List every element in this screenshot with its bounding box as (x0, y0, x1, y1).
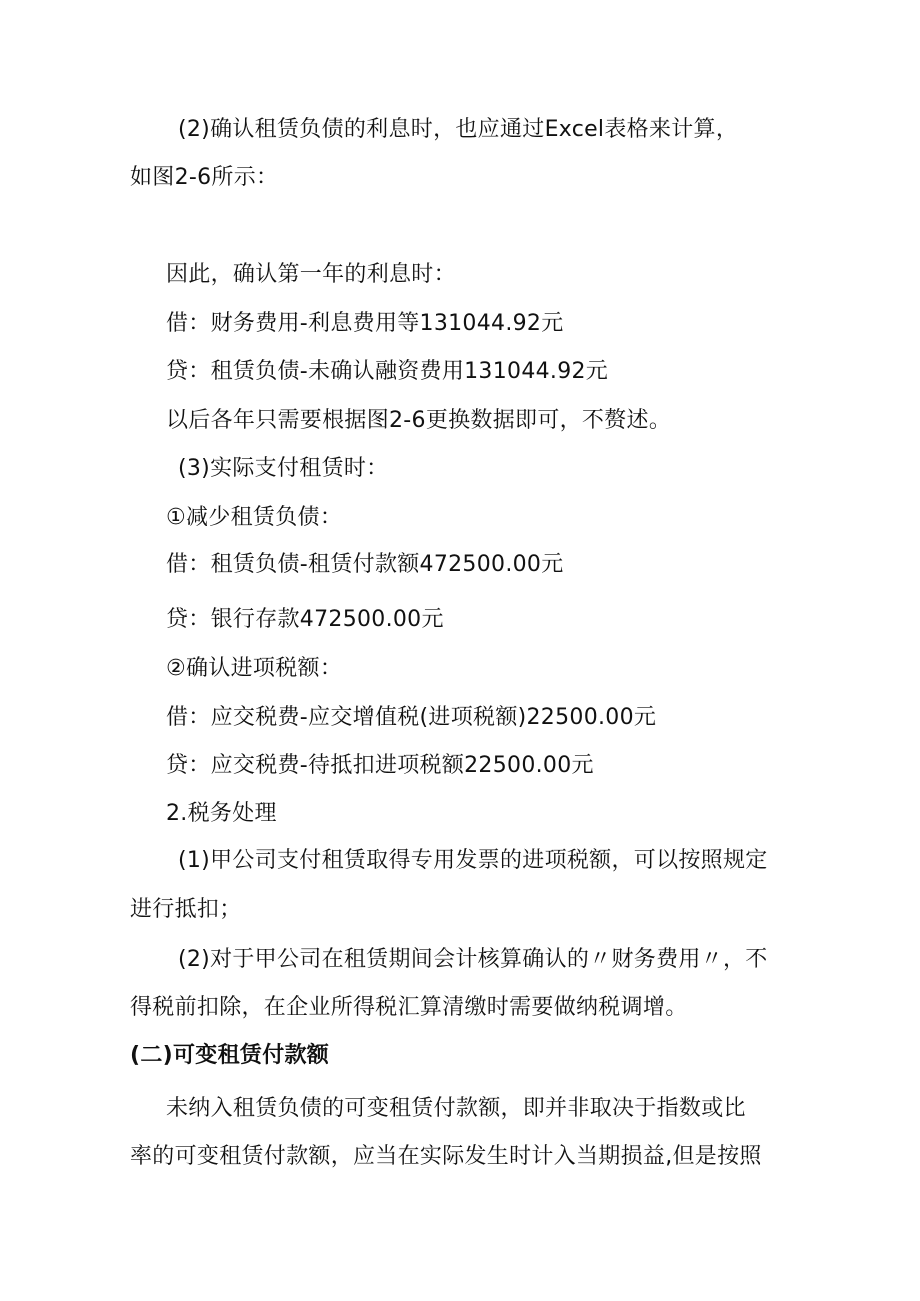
section-heading: (二)可变租赁付款额 (130, 1043, 330, 1068)
paragraph-line: (2)确认租赁负债的利息时，也应通过Excel表格来计算， (178, 117, 739, 142)
journal-entry-credit: 贷：银行存款472500.00元 (166, 607, 444, 632)
journal-entry-credit: 贷：租赁负债-未确认融资费用131044.92元 (166, 359, 609, 384)
section-heading: 2.税务处理 (166, 801, 277, 826)
paragraph-line: ②确认进项税额： (166, 656, 343, 681)
paragraph-line: (2)对于甲公司在租赁期间会计核算确认的〃财务费用〃，不 (178, 947, 768, 972)
paragraph-line: 以后各年只需要根据图2-6更换数据即可，不赘述。 (166, 408, 672, 433)
journal-entry-debit: 借：租赁负债-租赁付款额472500.00元 (166, 552, 564, 577)
paragraph-line: 未纳入租赁负债的可变租赁付款额，即并非取决于指数或比 (166, 1096, 746, 1121)
paragraph-line: 进行抵扣； (130, 897, 242, 922)
paragraph-line: 率的可变租赁付款额，应当在实际发生时计入当期损益,但是按照 (130, 1144, 762, 1169)
journal-entry-debit: 借：财务费用-利息费用等131044.92元 (166, 311, 564, 336)
paragraph-line: 因此，确认第一年的利息时： (166, 262, 456, 287)
paragraph-line: (1)甲公司支付租赁取得专用发票的进项税额，可以按照规定 (178, 848, 768, 873)
paragraph-line: (3)实际支付租赁时： (178, 456, 389, 481)
journal-entry-debit: 借：应交税费-应交增值税(进项税额)22500.00元 (166, 705, 657, 730)
paragraph-line: ①减少租赁负债： (166, 505, 343, 530)
paragraph-line: 得税前扣除，在企业所得税汇算清缴时需要做纳税调增。 (130, 995, 688, 1020)
paragraph-line: 如图2-6所示： (130, 165, 279, 190)
journal-entry-credit: 贷：应交税费-待抵扣进项税额22500.00元 (166, 753, 594, 778)
